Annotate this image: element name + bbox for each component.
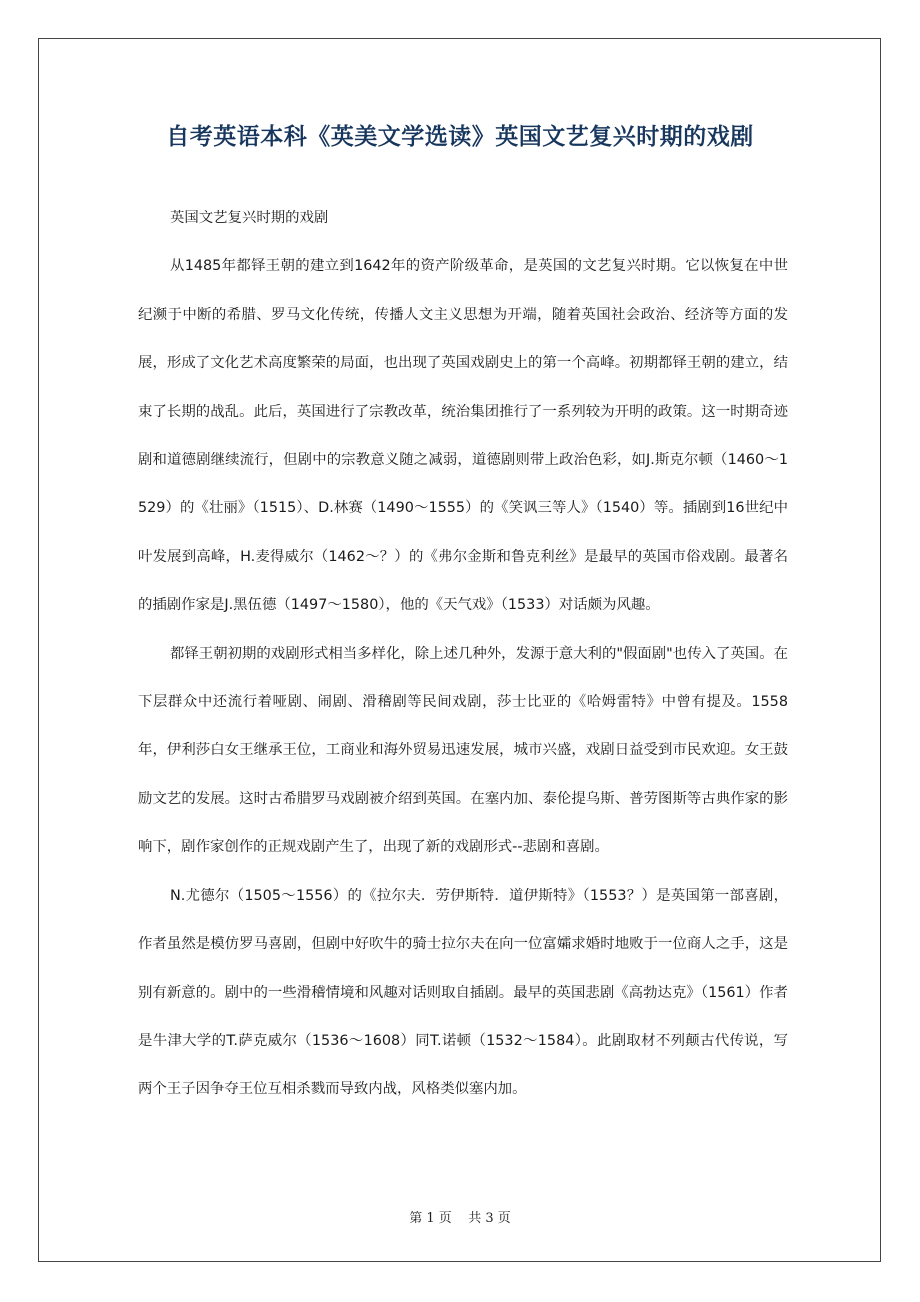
section-heading: 英国文艺复兴时期的戏剧	[170, 210, 329, 226]
paragraph-2: 都铎王朝初期的戏剧形式相当多样化，除上述几种外，发源于意大利的"假面剧"也传入了英国。在下层群众中还流行着哑剧、闹剧、滑稽剧等民间戏剧，莎士比亚的《哈姆雷特》中曾有提及。1558年，伊利莎白女王继承王位，工商业和海外贸易迅速发展，城市兴盛，戏剧日益受到市民欢迎。女王鼓励文艺的发展。这时古希腊罗马戏剧被介绍到英国。在塞内加、泰伦提乌斯、普劳图斯等古典作家的影响下，剧作家创作的正规戏剧产生了，出现了新的戏剧形式--悲剧和喜剧。	[138, 645, 788, 856]
page-number-footer: 第 1 页 共 3 页	[409, 1211, 511, 1226]
document-title: 自考英语本科《英美文学选读》英国文艺复兴时期的戏剧	[166, 124, 754, 150]
document-body	[138, 194, 788, 1114]
paragraph-1: 从1485年都铎王朝的建立到1642年的资产阶级革命，是英国的文艺复兴时期。它以恢复在中世纪濒于中断的希腊、罗马文化传统，传播人文主义思想为开端，随着英国社会政治、经济等方面的发展，形成了文化艺术高度繁荣的局面，也出现了英国戏剧史上的第一个高峰。初期都铎王朝的建立，结束了长期的战乱。此后，英国进行了宗教改革，统治集团推行了一系列较为开明的政策。这一时期奇迹剧和道德剧继续流行，但剧中的宗教意义随之减弱，道德剧则带上政治色彩，如J.斯克尔顿（1460～1529）的《壮丽》（1515）、D.林赛（1490～1555）的《笑讽三等人》（1540）等。插剧到16世纪中叶发展到高峰，H.麦得威尔（1462～？）的《弗尔金斯和鲁克利丝》是最早的英国市俗戏剧。最著名的插剧作家是J.黑伍德（1497～1580），他的《天气戏》（1533）对话颇为风趣。	[138, 258, 788, 614]
paragraph-3: N.尤德尔（1505～1556）的《拉尔夫．劳伊斯特．道伊斯特》（1553？）是英国第一部喜剧，作者虽然是模仿罗马喜剧，但剧中好吹牛的骑士拉尔夫在向一位富孀求婚时地败于一位商人之手，这是别有新意的。剧中的一些滑稽情境和风趣对话则取自插剧。最早的英国悲剧《高勃达克》（1561）作者是牛津大学的T.萨克威尔（1536～1608）同T.诺顿（1532～1584）。此剧取材不列颠古代传说，写两个王子因争夺王位互相杀戮而导致内战，风格类似塞内加。	[138, 887, 788, 1098]
